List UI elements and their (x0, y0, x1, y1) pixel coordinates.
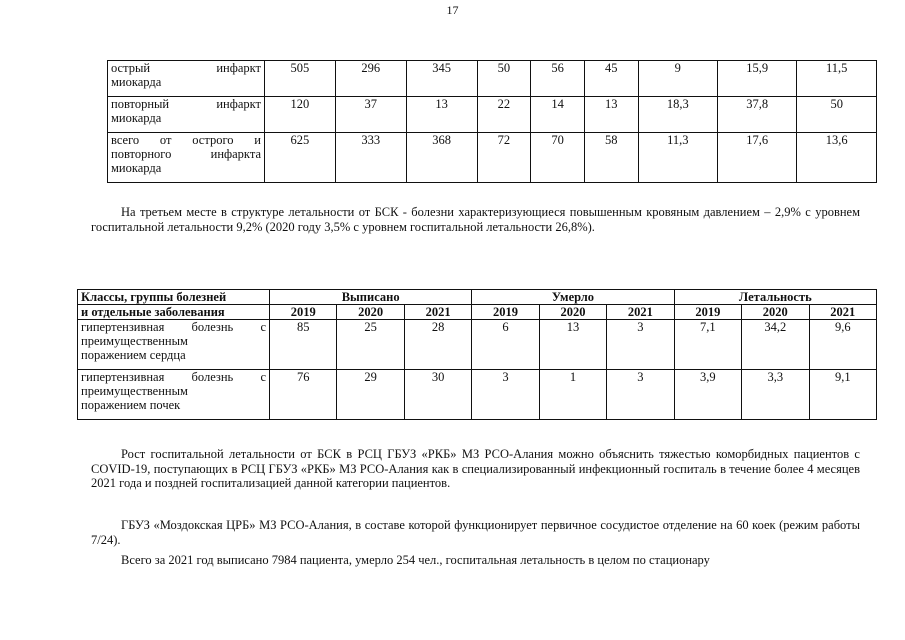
table-cell: 13,6 (797, 133, 877, 183)
column-header-classes: Классы, группы болезней (78, 290, 270, 305)
table-row (78, 320, 877, 370)
year-header: 2020 (742, 305, 809, 320)
year-header: 2020 (539, 305, 606, 320)
table-cell: 13 (584, 97, 638, 133)
row-label (108, 133, 265, 183)
table-cell: 56 (531, 61, 585, 97)
table-row (108, 61, 877, 97)
table-header-row (78, 305, 877, 320)
table-cell: 25 (337, 320, 404, 370)
row-label-line: повторного инфаркта (111, 147, 261, 161)
table-cell: 9,6 (809, 320, 877, 370)
table-row (78, 370, 877, 420)
table-cell: 50 (797, 97, 877, 133)
table-cell: 296 (335, 61, 406, 97)
table-cell: 3,3 (742, 370, 809, 420)
table-cell: 22 (477, 97, 531, 133)
table-cell: 14 (531, 97, 585, 133)
table-cell: 18,3 (638, 97, 717, 133)
row-label (108, 61, 265, 97)
paragraph-lethality-growth: Рост госпитальной летальности от БСК в РСЦ ГБУЗ «РКБ» МЗ РСО-Алания можно объяснить тяжестью коморбидных пациентов с COVID-19, поступающих в РСЦ ГБУЗ «РКБ» МЗ РСО-Алания как в специализированный инфекционный госпиталь в течение более 4 месяцев 2021 года и поздней госпитализацией данной категории пациентов. (91, 447, 860, 490)
column-header-discharged: Выписано (270, 290, 472, 305)
table-cell: 30 (404, 370, 471, 420)
row-label-line: миокарда (111, 75, 162, 89)
paragraph-hypertension: На третьем месте в структуре летальности от БСК - болезни характеризующиеся повышенным кровяным давлением – 2,9% с уровнем госпитальной летальности 9,2% (2020 году 3,5% с уровнем госпитальной летальности 26,8%). (91, 205, 860, 234)
table-cell: 11,5 (797, 61, 877, 97)
table-cell: 50 (477, 61, 531, 97)
year-header: 2019 (674, 305, 741, 320)
paragraph-total-2021: Всего за 2021 год выписано 7984 пациента, умерло 254 чел., госпитальная летальность в целом по стационару (121, 553, 710, 567)
year-header: 2019 (472, 305, 539, 320)
column-header-lethality: Летальность (674, 290, 876, 305)
table-cell: 13 (406, 97, 477, 133)
table-cell: 15,9 (718, 61, 797, 97)
row-label-line: повторный инфаркт (111, 97, 261, 111)
year-header: 2021 (404, 305, 471, 320)
table-cell: 13 (539, 320, 606, 370)
page-number: 17 (446, 3, 459, 17)
table-cell: 85 (270, 320, 337, 370)
table-cell: 29 (337, 370, 404, 420)
row-label-line: преимущественным (81, 384, 188, 398)
year-header: 2020 (337, 305, 404, 320)
table-cell: 120 (265, 97, 336, 133)
table-cell: 9,1 (809, 370, 877, 420)
row-label (108, 97, 265, 133)
table-cell: 345 (406, 61, 477, 97)
table-cell: 37 (335, 97, 406, 133)
row-label-line: миокарда (111, 111, 162, 125)
paragraph-mozdok-hospital: ГБУЗ «Моздокская ЦРБ» МЗ РСО-Алания, в составе которой функционирует первичное сосудистое отделение на 60 коек (режим работы 7/24). (91, 518, 860, 547)
table-cell: 17,6 (718, 133, 797, 183)
year-header: 2021 (809, 305, 877, 320)
year-header: 2019 (270, 305, 337, 320)
table-cell: 625 (265, 133, 336, 183)
table-header-row (78, 290, 877, 305)
hypertension-table (77, 289, 877, 420)
table-cell: 45 (584, 61, 638, 97)
table-cell: 72 (477, 133, 531, 183)
table-cell: 37,8 (718, 97, 797, 133)
table-cell: 70 (531, 133, 585, 183)
column-header-died: Умерло (472, 290, 674, 305)
year-header: 2021 (607, 305, 674, 320)
row-label-line: миокарда (111, 161, 162, 175)
table-cell: 9 (638, 61, 717, 97)
row-label-line: гипертензивная болезнь с (81, 370, 266, 384)
table-row (108, 97, 877, 133)
table-cell: 11,3 (638, 133, 717, 183)
table-cell: 3 (607, 320, 674, 370)
table-cell: 58 (584, 133, 638, 183)
table-cell: 1 (539, 370, 606, 420)
table-cell: 3,9 (674, 370, 741, 420)
row-label-line: поражением сердца (81, 348, 186, 362)
table-cell: 333 (335, 133, 406, 183)
row-label-line: гипертензивная болезнь с (81, 320, 266, 334)
table-cell: 3 (607, 370, 674, 420)
table-cell: 34,2 (742, 320, 809, 370)
row-label (78, 370, 270, 420)
table-cell: 76 (270, 370, 337, 420)
row-label-line: преимущественным (81, 334, 188, 348)
row-label-line: поражением почек (81, 398, 181, 412)
table-cell: 505 (265, 61, 336, 97)
row-label-line: острый инфаркт (111, 61, 261, 75)
myocardial-infarction-table (107, 60, 877, 183)
table-row (108, 133, 877, 183)
table-cell: 7,1 (674, 320, 741, 370)
table-cell: 368 (406, 133, 477, 183)
column-header-diseases: и отдельные заболевания (78, 305, 270, 320)
row-label-line: всего от острого и (111, 133, 261, 147)
table-cell: 28 (404, 320, 471, 370)
table-cell: 6 (472, 320, 539, 370)
table-cell: 3 (472, 370, 539, 420)
row-label (78, 320, 270, 370)
